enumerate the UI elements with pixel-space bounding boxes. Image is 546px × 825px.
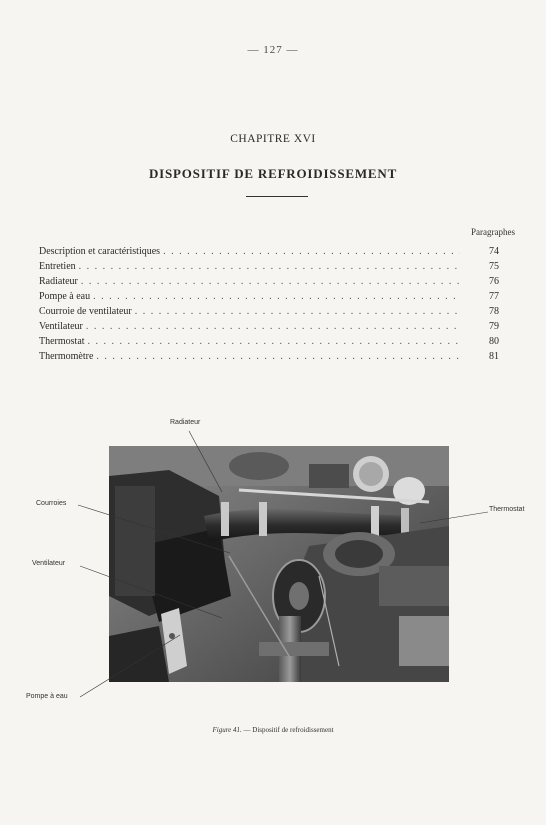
toc-label: Radiateur xyxy=(39,276,78,287)
toc-number: 77 xyxy=(489,291,499,302)
dot-leader xyxy=(163,244,460,259)
callout-courroies: Courroies xyxy=(36,500,67,507)
toc-label: Ventilateur xyxy=(39,321,83,332)
toc-number: 75 xyxy=(489,261,499,272)
toc-label: Thermostat xyxy=(39,336,85,347)
toc-row xyxy=(39,259,499,274)
dot-leader xyxy=(81,274,460,289)
dot-leader xyxy=(86,319,460,334)
toc-number: 74 xyxy=(489,246,499,257)
toc-label: Courroie de ventilateur xyxy=(39,306,132,317)
paragraphs-header: Paragraphes xyxy=(471,227,515,237)
toc-label: Thermomètre xyxy=(39,351,94,362)
dot-leader xyxy=(96,349,460,364)
figure-caption xyxy=(0,726,546,734)
toc-row xyxy=(39,349,499,364)
figure-caption-text: — Dispositif de refroidissement xyxy=(241,726,334,734)
toc-label: Pompe à eau xyxy=(39,291,91,302)
chapter-label: CHAPITRE XVI xyxy=(230,133,316,145)
table-of-contents xyxy=(39,244,499,364)
callout-pompe-a-eau: Pompe à eau xyxy=(26,693,68,700)
chapter-title: DISPOSITIF DE REFROIDISSEMENT xyxy=(148,166,398,181)
toc-number: 81 xyxy=(489,351,499,362)
engine-photo xyxy=(109,446,449,682)
page-number: — 127 — xyxy=(247,44,299,56)
toc-row xyxy=(39,304,499,319)
dot-leader xyxy=(88,334,460,349)
callout-radiateur: Radiateur xyxy=(170,419,201,426)
toc-number: 80 xyxy=(489,336,499,347)
toc-row xyxy=(39,244,499,259)
dot-leader xyxy=(135,304,460,319)
toc-label: Description et caractéristiques xyxy=(39,246,161,257)
title-rule xyxy=(246,196,308,197)
toc-number: 79 xyxy=(489,321,499,332)
callout-thermostat: Thermostat xyxy=(489,506,525,513)
figure-number: Figure 41. xyxy=(212,726,242,734)
toc-row xyxy=(39,274,499,289)
callout-ventilateur: Ventilateur xyxy=(32,560,66,567)
toc-number: 76 xyxy=(489,276,499,287)
dot-leader xyxy=(79,259,460,274)
toc-number: 78 xyxy=(489,306,499,317)
toc-label: Entretien xyxy=(39,261,76,272)
toc-row xyxy=(39,319,499,334)
toc-row xyxy=(39,334,499,349)
dot-leader xyxy=(93,289,460,304)
toc-row xyxy=(39,289,499,304)
